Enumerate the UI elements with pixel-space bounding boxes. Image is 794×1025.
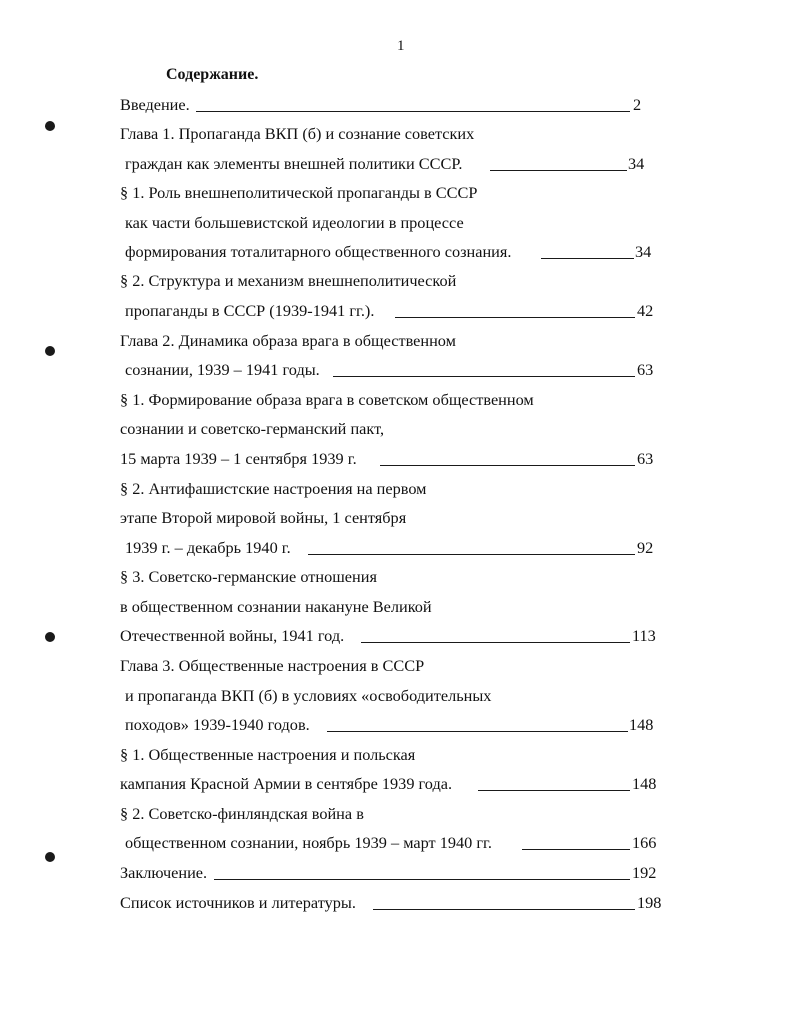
dot-leader: [395, 317, 635, 318]
dot-leader: [478, 790, 630, 791]
dot-leader: [308, 554, 635, 555]
toc-entry-page: 92: [637, 538, 654, 557]
toc-entry-text: § 1. Общественные настроения и польская: [120, 745, 416, 764]
toc-entry-text: § 2. Советско-финляндская война в: [120, 804, 364, 823]
punch-mark: [45, 632, 55, 642]
dot-leader: [490, 170, 627, 171]
toc-entry-text: § 1. Формирование образа врага в советском общественном: [120, 390, 534, 409]
toc-entry-text: походов» 1939-1940 годов.: [125, 715, 310, 734]
toc-entry-text: и пропаганда ВКП (б) в условиях «освободительных: [125, 686, 492, 705]
page-number: 1: [397, 38, 405, 54]
toc-entry-page: 34: [635, 242, 652, 261]
toc-entry-text: § 2. Структура и механизм внешнеполитической: [120, 271, 457, 290]
toc-entry-text: Глава 2. Динамика образа врага в общественном: [120, 331, 456, 350]
toc-entry-text: общественном сознании, ноябрь 1939 – март 1940 гг.: [125, 833, 492, 852]
toc-entry-text: в общественном сознании накануне Великой: [120, 597, 432, 616]
toc-entry-page: 63: [637, 449, 654, 468]
dot-leader: [380, 465, 635, 466]
toc-entry-page: 42: [637, 301, 654, 320]
toc-entry-page: 192: [632, 863, 657, 882]
toc-entry-page: 63: [637, 360, 654, 379]
toc-entry-text: Глава 3. Общественные настроения в СССР: [120, 656, 425, 675]
dot-leader: [214, 879, 630, 880]
toc-entry-text: граждан как элементы внешней политики СССР.: [125, 154, 463, 173]
toc-entry-page: 2: [633, 95, 642, 114]
toc-entry-text: пропаганды в СССР (1939-1941 гг.).: [125, 301, 375, 320]
toc-entry-text: кампания Красной Армии в сентябре 1939 года.: [120, 774, 453, 793]
toc-entry-text: 15 марта 1939 – 1 сентября 1939 г.: [120, 449, 357, 468]
toc-entry-text: § 1. Роль внешнеполитической пропаганды в СССР: [120, 183, 478, 202]
toc-entry-text: сознании, 1939 – 1941 годы.: [125, 360, 320, 379]
toc-entry-text: сознании и советско-германский пакт,: [120, 419, 385, 438]
toc-entry-page: 166: [632, 833, 657, 852]
punch-mark: [45, 121, 55, 131]
toc-entry-page: 148: [629, 715, 654, 734]
toc-title: Содержание.: [166, 66, 259, 83]
toc-entry-text: Заключение.: [120, 863, 208, 882]
dot-leader: [327, 731, 628, 732]
toc-entry-text: § 3. Советско-германские отношения: [120, 567, 377, 586]
toc-entry-text: Список источников и литературы.: [120, 893, 356, 912]
punch-mark: [45, 346, 55, 356]
toc-entry-text: формирования тоталитарного общественного сознания.: [125, 242, 512, 261]
toc-entry-text: 1939 г. – декабрь 1940 г.: [125, 538, 291, 557]
toc-entry-page: 113: [632, 626, 656, 645]
toc-entry-text: Отечественной войны, 1941 год.: [120, 626, 345, 645]
toc-entry-text: § 2. Антифашистские настроения на первом: [120, 479, 427, 498]
dot-leader: [373, 909, 635, 910]
toc-entry-page: 148: [632, 774, 657, 793]
dot-leader: [196, 111, 630, 112]
dot-leader: [361, 642, 630, 643]
dot-leader: [333, 376, 635, 377]
toc-entry-text: как части большевистской идеологии в процессе: [125, 213, 464, 232]
dot-leader: [522, 849, 630, 850]
toc-entry-page: 198: [637, 893, 662, 912]
punch-mark: [45, 852, 55, 862]
toc-entry-text: этапе Второй мировой войны, 1 сентября: [120, 508, 407, 527]
toc-entry-text: Введение.: [120, 95, 190, 114]
toc-entry-text: Глава 1. Пропаганда ВКП (б) и сознание советских: [120, 124, 475, 143]
dot-leader: [541, 258, 634, 259]
toc-entry-page: 34: [628, 154, 645, 173]
